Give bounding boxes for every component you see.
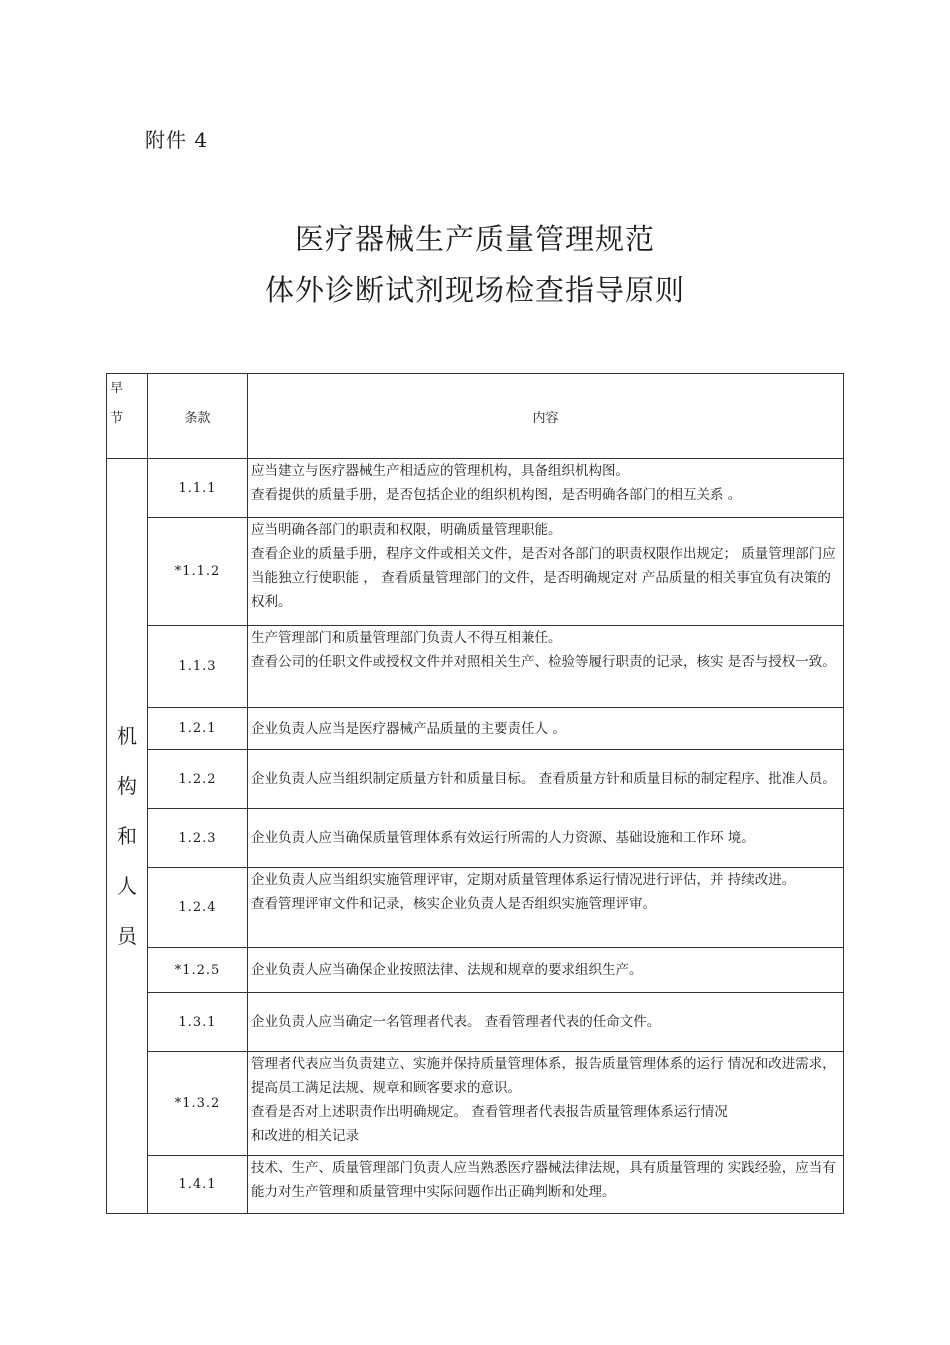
table-row <box>107 948 844 993</box>
clause-content <box>248 809 844 868</box>
section-char: 人 <box>117 874 137 898</box>
clause-content <box>248 459 844 518</box>
table-row <box>107 518 844 626</box>
clause-number: 1.2.4 <box>148 868 248 948</box>
section-char: 构 <box>117 774 137 798</box>
clause-content-line: 和改进的相关记录 <box>251 1128 359 1144</box>
clause-content-line: 企业负责人应当确保质量管理体系有效运行所需的人力资源、基础设施和工作环 境。 <box>251 830 755 846</box>
table-row <box>107 1156 844 1214</box>
table-row <box>107 750 844 809</box>
clause-content-line: 查看企业的质量手册，程序文件或相关文件，是否对各部门的职责权限作出规定； 质量管理部门应当能独立行使职能 ， 查看质量管理部门的文件，是否明确规定对 产品质量的相关事宜负有决策的权利。 <box>251 546 836 610</box>
clause-content-line: 企业负责人应当组织制定质量方针和质量目标。 查看质量方针和质量目标的制定程序、批准人员。 <box>251 771 836 787</box>
clause-content <box>248 868 844 948</box>
clause-content <box>248 626 844 708</box>
table-row <box>107 809 844 868</box>
table-row <box>107 868 844 948</box>
header-section-top: 早 <box>110 381 124 396</box>
header-section <box>107 374 148 459</box>
clause-number: 1.1.3 <box>148 626 248 708</box>
table-row <box>107 459 844 518</box>
section-char: 员 <box>117 924 137 948</box>
clause-number: 1.2.2 <box>148 750 248 809</box>
section-char: 机 <box>117 724 137 748</box>
clause-content-line: 查看提供的质量手册，是否包括企业的组织机构图，是否明确各部门的相互关系 。 <box>251 487 742 503</box>
clause-number: 1.2.1 <box>148 708 248 750</box>
clause-content-line: 应当建立与医疗器械生产相适应的管理机构，具备组织机构图。 <box>251 463 629 479</box>
clause-number: *1.1.2 <box>148 518 248 626</box>
table-row <box>107 993 844 1052</box>
clause-content-line: 企业负责人应当确保企业按照法律、法规和规章的要求组织生产。 <box>251 962 643 978</box>
clause-number: 1.4.1 <box>148 1156 248 1214</box>
clause-number: 1.1.1 <box>148 459 248 518</box>
document-title-line1: 医疗器械生产质量管理规范 <box>294 222 655 256</box>
attachment-label: 附件 4 <box>145 128 209 152</box>
clause-content <box>248 708 844 750</box>
clause-content <box>248 750 844 809</box>
table-row <box>107 708 844 750</box>
header-section-bottom: 节 <box>110 411 124 426</box>
clause-content <box>248 1052 844 1156</box>
table-row <box>107 626 844 708</box>
clause-content <box>248 1156 844 1214</box>
table-row <box>107 1052 844 1156</box>
clause-content-line: 企业负责人应当组织实施管理评审，定期对质量管理体系运行情况进行评估，并 持续改进。 <box>251 872 796 888</box>
clause-content-line: 企业负责人应当是医疗器械产品质量的主要责任人 。 <box>251 720 566 737</box>
table-header-row <box>107 374 844 459</box>
clause-number: *1.3.2 <box>148 1052 248 1156</box>
clause-content <box>248 993 844 1052</box>
clause-content-line: 查看公司的任职文件或授权文件并对照相关生产、检验等履行职责的记录，核实 是否与授权一致。 <box>251 654 836 670</box>
clause-content-line: 查看是否对上述职责作出明确规定。 查看管理者代表报告质量管理体系运行情况 <box>251 1104 728 1120</box>
header-clause: 条款 <box>148 374 248 459</box>
document-title-line2: 体外诊断试剂现场检查指导原则 <box>264 273 685 307</box>
clause-content <box>248 518 844 626</box>
clause-number: *1.2.5 <box>148 948 248 993</box>
clause-number: 1.3.1 <box>148 993 248 1052</box>
clause-content-line: 查看管理评审文件和记录，核实企业负责人是否组织实施管理评审。 <box>251 896 656 912</box>
clause-content-line: 管理者代表应当负责建立、实施并保持质量管理体系，报告质量管理体系的运行 情况和改进需求，提高员工满足法规、规章和顾客要求的意识。 <box>251 1056 836 1096</box>
section-name-cell <box>107 459 148 1214</box>
header-content: 内容 <box>248 374 844 459</box>
clause-content <box>248 948 844 993</box>
clause-content-line: 生产管理部门和质量管理部门负责人不得互相兼任。 <box>251 630 562 646</box>
clause-content-line: 应当明确各部门的职责和权限，明确质量管理职能。 <box>251 522 562 538</box>
clause-table <box>106 373 844 1214</box>
clause-content-line: 技术、生产、质量管理部门负责人应当熟悉医疗器械法律法规，具有质量管理的 实践经验，应当有能力对生产管理和质量管理中实际问题作出正确判断和处理。 <box>251 1160 836 1200</box>
clause-content-line: 企业负责人应当确定一名管理者代表。 查看管理者代表的任命文件。 <box>251 1014 661 1030</box>
clause-number: 1.2.3 <box>148 809 248 868</box>
section-char: 和 <box>117 824 137 848</box>
